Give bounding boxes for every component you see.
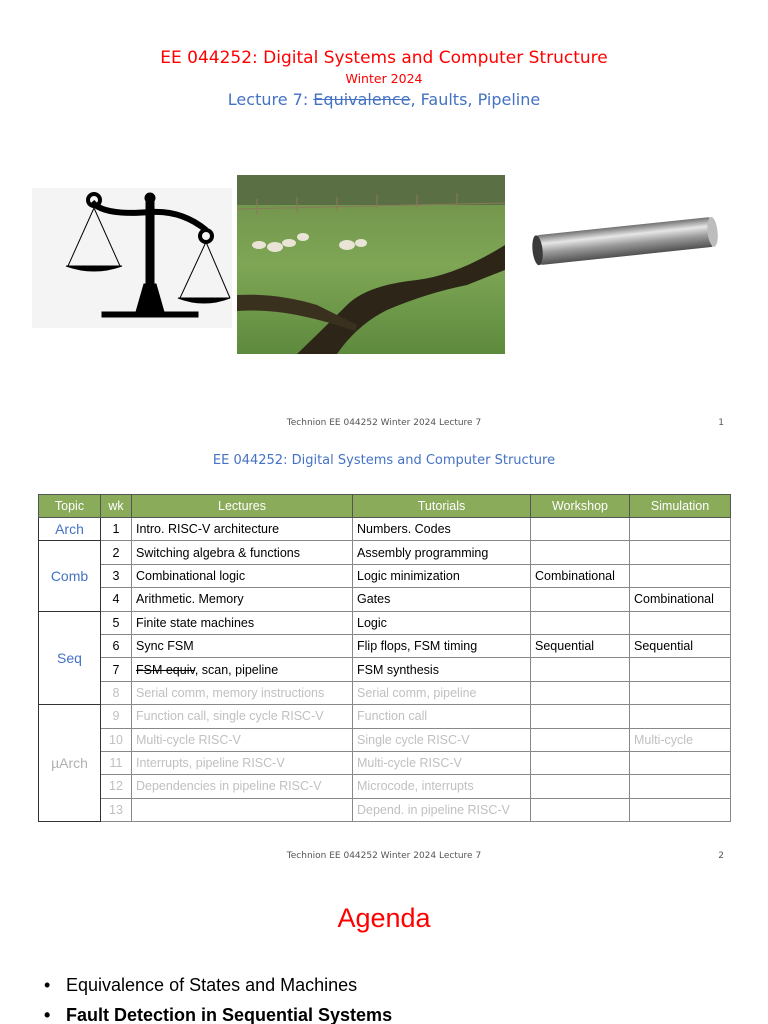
lecture-prefix: Lecture 7: bbox=[227, 90, 314, 109]
column-header: Topic bbox=[39, 495, 101, 518]
lecture-cell: Interrupts, pipeline RISC-V bbox=[132, 751, 353, 774]
table-row bbox=[39, 751, 731, 774]
table-row bbox=[39, 775, 731, 798]
tutorial-cell: Logic bbox=[353, 611, 531, 634]
workshop-cell bbox=[531, 518, 630, 541]
topic-cell: Seq bbox=[39, 611, 101, 705]
lecture-cell: Serial comm, memory instructions bbox=[132, 681, 353, 704]
column-header: Tutorials bbox=[353, 495, 531, 518]
lecture-struck-topic: Equivalence bbox=[313, 90, 411, 109]
tutorial-cell: Assembly programming bbox=[353, 541, 531, 564]
course-title: EE 044252: Digital Systems and Computer Structure bbox=[212, 453, 556, 468]
week-cell: 4 bbox=[101, 588, 132, 611]
workshop-cell bbox=[531, 751, 630, 774]
tutorial-cell: Function call bbox=[353, 705, 531, 728]
table-row bbox=[39, 634, 731, 657]
agenda-title: Agenda bbox=[337, 903, 431, 933]
table-row bbox=[39, 564, 731, 587]
week-cell: 10 bbox=[101, 728, 132, 751]
table-row bbox=[39, 611, 731, 634]
lecture-cell: Function call, single cycle RISC-V bbox=[132, 705, 353, 728]
simulation-cell bbox=[630, 518, 731, 541]
week-cell: 3 bbox=[101, 564, 132, 587]
scale-image bbox=[32, 188, 232, 328]
week-cell: 13 bbox=[101, 798, 132, 821]
bullet-icon: • bbox=[44, 1004, 51, 1024]
simulation-cell bbox=[630, 564, 731, 587]
workshop-cell: Combinational bbox=[531, 564, 630, 587]
week-cell: 7 bbox=[101, 658, 132, 681]
workshop-cell: Sequential bbox=[531, 634, 630, 657]
field-crack-image bbox=[237, 175, 505, 354]
workshop-cell bbox=[531, 728, 630, 751]
simulation-cell bbox=[630, 751, 731, 774]
tutorial-cell: Gates bbox=[353, 588, 531, 611]
tutorial-cell: Multi-cycle RISC-V bbox=[353, 751, 531, 774]
week-cell: 2 bbox=[101, 541, 132, 564]
workshop-cell bbox=[531, 775, 630, 798]
lecture-cell: Multi-cycle RISC-V bbox=[132, 728, 353, 751]
week-cell: 8 bbox=[101, 681, 132, 704]
tutorial-cell: FSM synthesis bbox=[353, 658, 531, 681]
table-row bbox=[39, 681, 731, 704]
lecture-cell bbox=[132, 798, 353, 821]
workshop-cell bbox=[531, 705, 630, 728]
simulation-cell: Combinational bbox=[630, 588, 731, 611]
workshop-cell bbox=[531, 588, 630, 611]
page-number: 2 bbox=[718, 851, 724, 861]
pipe-image bbox=[525, 205, 745, 275]
lecture-cell: Finite state machines bbox=[132, 611, 353, 634]
workshop-cell bbox=[531, 658, 630, 681]
topic-cell: µArch bbox=[39, 705, 101, 822]
topic-cell: Arch bbox=[39, 518, 101, 541]
week-cell: 5 bbox=[101, 611, 132, 634]
table-row bbox=[39, 588, 731, 611]
table-header-row bbox=[39, 495, 731, 518]
week-cell: 12 bbox=[101, 775, 132, 798]
semester-label: Winter 2024 bbox=[345, 71, 423, 86]
table-row bbox=[39, 518, 731, 541]
tutorial-cell: Numbers. Codes bbox=[353, 518, 531, 541]
workshop-cell bbox=[531, 541, 630, 564]
table-row bbox=[39, 705, 731, 728]
agenda-list bbox=[44, 970, 392, 1024]
week-cell: 9 bbox=[101, 705, 132, 728]
workshop-cell bbox=[531, 681, 630, 704]
tutorial-cell: Single cycle RISC-V bbox=[353, 728, 531, 751]
lecture-topics: , Faults, Pipeline bbox=[410, 90, 541, 109]
simulation-cell: Sequential bbox=[630, 634, 731, 657]
slide-footer: Technion EE 044252 Winter 2024 Lecture 7 bbox=[286, 418, 482, 428]
table-row bbox=[39, 798, 731, 821]
table-row bbox=[39, 658, 731, 681]
simulation-cell bbox=[630, 798, 731, 821]
topic-cell: Comb bbox=[39, 541, 101, 611]
table-row bbox=[39, 728, 731, 751]
column-header: Workshop bbox=[531, 495, 630, 518]
simulation-cell bbox=[630, 658, 731, 681]
column-header: wk bbox=[101, 495, 132, 518]
column-header: Simulation bbox=[630, 495, 731, 518]
simulation-cell bbox=[630, 611, 731, 634]
lecture-cell: Intro. RISC-V architecture bbox=[132, 518, 353, 541]
workshop-cell bbox=[531, 798, 630, 821]
course-title: EE 044252: Digital Systems and Computer Structure bbox=[160, 48, 608, 68]
week-cell: 6 bbox=[101, 634, 132, 657]
simulation-cell bbox=[630, 541, 731, 564]
tutorial-cell: Serial comm, pipeline bbox=[353, 681, 531, 704]
week-cell: 11 bbox=[101, 751, 132, 774]
lecture-cell: Combinational logic bbox=[132, 564, 353, 587]
page-number: 1 bbox=[718, 418, 724, 428]
bullet-icon: • bbox=[44, 974, 51, 995]
table-row bbox=[39, 541, 731, 564]
agenda-item bbox=[44, 970, 392, 1000]
lecture-text: , scan, pipeline bbox=[194, 662, 279, 677]
lecture-cell: Sync FSM bbox=[132, 634, 353, 657]
lecture-cell: Arithmetic. Memory bbox=[132, 588, 353, 611]
lecture-title bbox=[0, 90, 768, 109]
lecture-cell bbox=[132, 658, 353, 681]
agenda-item-label: Fault Detection in Sequential Systems bbox=[66, 1004, 393, 1024]
column-header: Lectures bbox=[132, 495, 353, 518]
lecture-cell: Switching algebra & functions bbox=[132, 541, 353, 564]
tutorial-cell: Flip flops, FSM timing bbox=[353, 634, 531, 657]
agenda-item-label: Equivalence of States and Machines bbox=[66, 974, 358, 995]
workshop-cell bbox=[531, 611, 630, 634]
simulation-cell bbox=[630, 775, 731, 798]
simulation-cell: Multi-cycle bbox=[630, 728, 731, 751]
tutorial-cell: Microcode, interrupts bbox=[353, 775, 531, 798]
week-cell: 1 bbox=[101, 518, 132, 541]
tutorial-cell: Logic minimization bbox=[353, 564, 531, 587]
simulation-cell bbox=[630, 705, 731, 728]
schedule-table bbox=[38, 494, 731, 822]
tutorial-cell: Depend. in pipeline RISC-V bbox=[353, 798, 531, 821]
lecture-cell: Dependencies in pipeline RISC-V bbox=[132, 775, 353, 798]
lecture-struck-text: FSM equiv bbox=[136, 662, 195, 677]
slide-footer: Technion EE 044252 Winter 2024 Lecture 7 bbox=[286, 851, 482, 861]
agenda-item bbox=[44, 1000, 392, 1024]
simulation-cell bbox=[630, 681, 731, 704]
